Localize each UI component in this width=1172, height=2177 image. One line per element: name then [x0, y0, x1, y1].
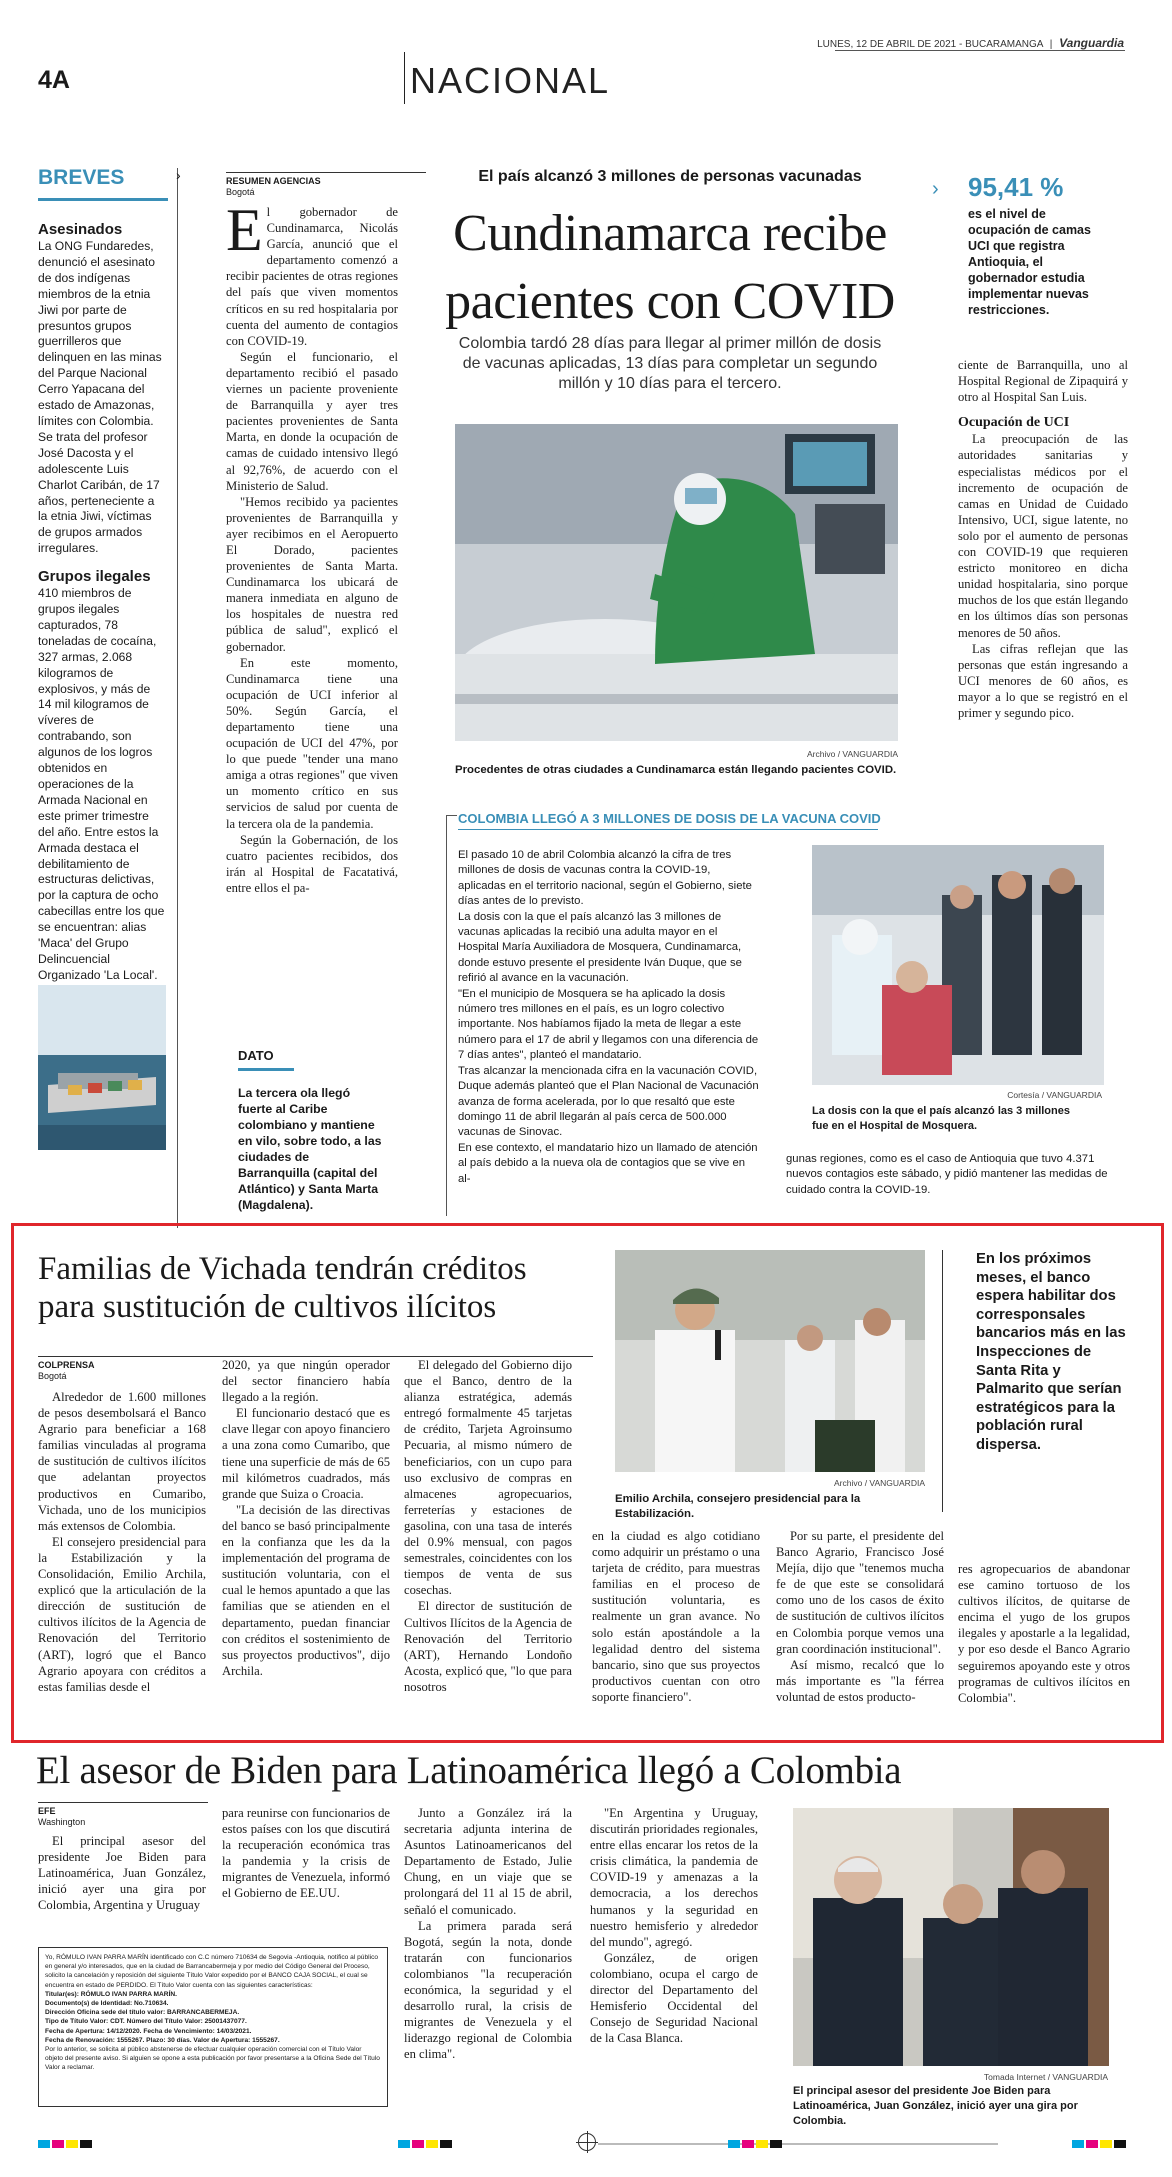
brand-logo: Vanguardia: [1059, 36, 1124, 50]
vacuna-continuation: [786, 1152, 1116, 1198]
photo-credit: Archivo / VANGUARDIA: [806, 749, 898, 759]
byline-location: Washington: [38, 1817, 86, 1827]
body-paragraph: Junto a González irá la secretaria adjunta interina de Asuntos Latinoamericanos del Departamento de Estado, Julie Chung, en un viaje que se prolongará del 11 al 15 de abril, señaló el comunicado.: [404, 1806, 572, 1917]
notice-line: Documento(s) de Identidad: No.710634.: [45, 2000, 169, 2008]
body-paragraph: "La decisión de las directivas del banco se basó principalmente en la confianza que les da la implementación del programa de sustitución voluntaria, con el cual le hemos apuntado a que las familias que se atienden en el departamento, puedan financiar con créditos el sostenimiento de sus proyectos productivos", dijo Archila.: [222, 1502, 390, 1678]
biden-col-3: [404, 1805, 572, 2063]
breves-rule: [38, 198, 168, 201]
byline-agency: EFE: [38, 1806, 56, 1816]
body-paragraph: en la ciudad es algo cotidiano como adquirir un préstamo o una tarjeta de crédito, para muestras familias en el proceso de sustitución voluntaria, es realmente un gran avance. No solo están apostándole a la legalidad dentro del sistema bancario, sino que sus proyectos productivos cuentan con otro soporte financiero".: [592, 1529, 760, 1704]
vichada-photo: [615, 1250, 925, 1472]
body-paragraph: Por su parte, el presidente del Banco Agrario, Francisco José Mejía, dijo que "tenemos mucha fe de que este se consolidará como uno de los casos de éxito de sustitución de cultivos ilícitos en Colombia porque vemos una gran coordinación institucional".: [776, 1529, 944, 1656]
notice-line: Fecha de Apertura: 14/12/2020. Fecha de Vencimiento: 14/03/2021.: [45, 2027, 252, 2035]
photo-credit: Archivo / VANGUARDIA: [833, 1478, 925, 1488]
photo-caption: La dosis con la que el país alcanzó las 3 millones fue en el Hospital de Mosquera.: [812, 1105, 1070, 1132]
cundinamarca-byline: [226, 176, 321, 198]
body-paragraph: Según el funcionario, el departamento recibió el pasado viernes un paciente proveniente de Barranquilla y ayer tres pacientes provenientes de Santa Marta, en donde la ocupación de camas de cuidado intensivo llegó al 92,76%, de acuerdo con el Ministerio de Salud.: [226, 349, 398, 493]
body-paragraph: Las cifras reflejan que las personas que están ingresando a UCI menores de 60 años, es mayor a lo que se registró en el primer y segundo pico.: [958, 641, 1128, 720]
story-rule: [226, 172, 426, 173]
vichada-headline: [38, 1250, 618, 1326]
vichada-col-3: [404, 1357, 572, 1695]
dato-text: La tercera ola llegó fuerte al Caribe colombiano y mantiene en vilo, sobre todo, a las ciudades de Barranquilla (capital del Atlántico) y Santa Marta (Magdalena).: [238, 1086, 382, 1212]
body-paragraph: Alrededor de 1.600 millones de pesos desembolsará el Banco Agrario para beneficiar a 168 familias vinculadas al programa de sustitución de cultivos ilícitos que adelantan proyectos productivos en Cumaribo, Vichada, uno de los municipios más extensos de Colombia.: [38, 1390, 206, 1533]
breves-title: BREVES: [38, 166, 125, 189]
body-paragraph: [226, 197, 398, 349]
biden-col-4: [590, 1805, 758, 2046]
vichada-byline: [38, 1360, 95, 1382]
body-paragraph: La preocupación de las autoridades sanitarias y especialistas médicos por el incremento de ocupación de camas en Unidad de Cuidado Intensivo, UCI, sigue latente, no solo por el aumento de personas con COVID-19 que requieren estricto monitoreo en dicha unidad hospitalaria, sino porque muchos de los que están llegando en los últimos días son personas menores de 50 años.: [958, 432, 1128, 640]
stat-text: es el nivel de ocupación de camas UCI que registra Antioquia, el gobernador estudia implementar nuevas restricciones.: [968, 207, 1091, 317]
body-paragraph: En este momento, Cundinamarca tiene una ocupación de UCI inferior al 50%. Según García, el departamento tiene una ocupación de UCI del 47%, por lo que puede "tender una mano amiga a otras regiones" que viven un momento crítico en sus servicios de salud por cuenta de la tercera ola de la pandemia.: [226, 655, 398, 831]
body-paragraph: gunas regiones, como es el caso de Antioquia que tuvo 4.371 nuevos contagios este sábado, y pidió mantener las medidas de cuidado contra la COVID-19.: [786, 1153, 1108, 1196]
breves-divider: [177, 168, 178, 1228]
breves-arrow-icon: ›: [176, 167, 181, 183]
body-paragraph: Así mismo, recalcó que lo más importante es "la férrea voluntad de estos producto-: [776, 1657, 944, 1704]
body-paragraph: Según la Gobernación, de los cuatro pacientes recibidos, dos irán al Hospital de Facatativá, entre ellos el pa-: [226, 832, 398, 895]
page-number: 4A: [38, 66, 70, 94]
dateline-text: LUNES, 12 DE ABRIL DE 2021 - BUCARAMANGA: [817, 39, 1043, 50]
legal-notice: [38, 1947, 388, 2107]
notice-closing: Por lo anterior, se solicita al público abstenerse de efectuar cualquier operación comercial con el Título Valor objeto del presente aviso. Si alguien se opone a esta publicación por favor presentarse a la Oficina Sede del Título Valor a reclamar.: [45, 2046, 380, 2072]
photo-caption: Emilio Archila, consejero presidencial para la Estabilización.: [615, 1493, 861, 1520]
headline-line: Cundinamarca recibe: [453, 205, 887, 262]
vichada-col-2: [222, 1357, 390, 1679]
body-paragraph: El director de sustitución de Cultivos Ilícitos de la Agencia de Renovación del Territorio (ART), Hernando Londoño Acosta, explicó que, "lo que para nosotros: [404, 1599, 572, 1694]
body-paragraph: "En Argentina y Uruguay, discutirán prioridades regionales, entre ellas encarar los retos de la crisis climática, la pandemia de COVID-19 y amenazas a la democracia, a los derechos humanos y la seguridad en nuestro hemisferio y alrededor del mundo", agregó.: [590, 1806, 758, 1949]
biden-headline: El asesor de Biden para Latinoamérica llegó a Colombia: [36, 1749, 902, 1792]
biden-byline: [38, 1806, 85, 1828]
header-divider: [404, 52, 405, 104]
dato-rule: [238, 1068, 294, 1071]
photo-credit: Cortesía / VANGUARDIA: [1007, 1090, 1102, 1100]
breves-heading: Grupos ilegales: [38, 568, 151, 586]
dato-label: DATO: [238, 1048, 274, 1063]
headline-line: Familias de Vichada tendrán créditos: [38, 1251, 527, 1287]
body-paragraph: El funcionario destacó que es clave llegar con apoyo financiero a una zona como Cumaribo, que tiene una superficie de más de 65 mil kilómetros cuadrados, más grande que Suiza o Croacia.: [222, 1406, 390, 1501]
drop-cap: E: [226, 197, 263, 263]
cundinamarca-body: [226, 197, 398, 896]
body-paragraph: El delegado del Gobierno dijo que el Banco, dentro de la alianza estratégica, además entregó formalmente 45 tarjetas de crédito, Tarjeta Agroinsumo Pecuaria, al mismo número de beneficiarios, con un cupo para uso exclusivo de compras en almacenes agropecuarios, ferreterías y estaciones de gasolina, con una tasa de interés del 0.9% mensual, con pagos semestrales, coincidentes con los tiempos de venta de sus cosechas.: [404, 1358, 572, 1598]
biden-col-2: [222, 1805, 390, 1902]
cundinamarca-photo: [455, 424, 898, 741]
breves-text: 410 miembros de grupos ilegales capturados, 78 toneladas de cocaína, 327 armas, 2.068 kilogramos de explosivos, y más de 14 mil kilogramos de víveres de contrabando, son algunos de los logros obtenidos en operaciones de la Armada Nacional en este primer trimestre del año. Entre estos la Armada destaca el debilitamiento de estructuras delictivas, por la captura de ocho cabecillas entre los que se encuentran: alias 'Maca' del Grupo Delincuencial Organizado 'La Local'.: [38, 586, 165, 982]
registration-mark-icon: [578, 2133, 596, 2151]
headline-line: para sustitución de cultivos ilícitos: [38, 1289, 497, 1325]
cundinamarca-subhead: Colombia tardó 28 días para llegar al primer millón de dosis de vacunas aplicadas, 13 días para completar un segundo millón y 10 días para el tercero.: [458, 335, 882, 392]
vichada-col-5: [776, 1528, 944, 1705]
vacuna-body: [458, 848, 760, 1187]
notice-intro: Yo, RÓMULO IVAN PARRA MARÍN identificado con C.C número 710634 de Segovia -Antioquia, notifico al público en general y/o interesados, que en la ciudad de Barrancabermeja y por medio del Código General del Proceso, solicito la cancelación y reposición del siguiente Título Valor expedido por el BANCO CAJA SOCIAL, el cual se encuentra en estado de PERDIDO. El Título Valor cuenta con las siguientes características:: [45, 1954, 379, 1989]
biden-photo: [793, 1808, 1109, 2066]
photo-caption: Procedentes de otras ciudades a Cundinamarca están llegando pacientes COVID.: [455, 764, 897, 776]
breves-item: [38, 220, 166, 984]
dateline: LUNES, 12 DE ABRIL DE 2021 - BUCARAMANGA | Vanguardia: [817, 36, 1124, 50]
vichada-col-4: [592, 1528, 760, 1705]
byline-location: Bogotá: [226, 187, 255, 197]
cundinamarca-kicker: El país alcanzó 3 millones de personas vacunadas: [478, 168, 862, 185]
notice-line: Dirección Oficina sede del título valor: BARRANCABERMEJA.: [45, 2009, 240, 2017]
body-paragraph: "En el municipio de Mosquera se ha aplicado la dosis número tres millones en el país, es un logro colectivo importante. Nos habíamos fijado la meta de llegar a este número para el 17 de abril y llegamos con una diferencia de 7 días antes", planteó el mandatario.: [458, 987, 759, 1062]
body-paragraph: González, de origen colombiano, ocupa el cargo de director del Departamento del Hemisferio Occidental del Consejo de Seguridad Nacional de la Casa Blanca.: [590, 1950, 758, 2046]
byline-agency: COLPRENSA: [38, 1360, 95, 1370]
body-paragraph: El principal asesor del presidente Joe Biden para Latinoamérica, Juan González, inició ayer una gira por Colombia, Argentina y Uruguay: [38, 1834, 206, 1913]
cundinamarca-right-column: [958, 357, 1128, 721]
photo-caption: El principal asesor del presidente Joe Biden para Latinoamérica, Juan González, inició ayer una gira por Colombia.: [793, 2085, 1078, 2127]
vacuna-photo: [812, 845, 1104, 1085]
paragraph-text: l gobernador de Cundinamarca, Nicolás García, anunció que el departamento comenzó a recibir pacientes de otras regiones del país que viven momentos críticos en su red hospitalaria por cuenta del aumento de contagios con COVID-19.: [226, 205, 398, 348]
body-paragraph: res agropecuarios de abandonar ese camino tortuoso de los cultivos ilícitos, de quitarse de encima el yugo de los grupos ilegales y apostarle a la legalidad, y por eso desde el Banco Agrario seguiremos apoyando este y otros programas de cultivos ilícitos en Colombia".: [958, 1562, 1130, 1705]
notice-line: Tipo de Título Valor: CDT. Número del Título Valor: 25001437077.: [45, 2018, 247, 2026]
vacuna-rule: [458, 829, 878, 830]
headline-line: pacientes con COVID: [445, 273, 895, 330]
breves-photo: [38, 985, 166, 1150]
breves-heading: Asesinados: [38, 221, 123, 238]
body-paragraph: El pasado 10 de abril Colombia alcanzó la cifra de tres millones de dosis de vacunas contra la COVID-19, aplicadas en el territorio nacional, según el Gobierno, siete días antes de lo previsto.: [458, 849, 752, 908]
body-paragraph: Tras alcanzar la mencionada cifra en la vacunación COVID, Duque además planteó que el Plan Nacional de Vacunación avanza de forma acelerada, por lo que resaltó que este domingo 11 de abril llegarán al país cerca de 500.000 vacunas de Sinovac.: [458, 1064, 759, 1139]
notice-line: Titular(es): RÓMULO IVAN PARRA MARÍN.: [45, 1990, 177, 1998]
body-paragraph: En ese contexto, el mandatario hizo un llamado de atención al país debido a la nueva ola de contagios que se vive en al-: [458, 1141, 758, 1185]
breves-text: La ONG Fundaredes, denunció el asesinato de dos indígenas miembros de la etnia Jiwi por parte de presuntos grupos guerrilleros que delinquen en las minas del Parque Nacional Cerro Yapacana del estado de Amazonas, límites con Colombia. Se trata del profesor José Dacosta y el adolescente Luis Charlot Caribán, de 17 años, perteneciente a la etnia Jiwi, víctimas de grupos armados irregulares.: [38, 239, 162, 556]
vichada-col-6: [958, 1561, 1130, 1706]
header-rule: [835, 50, 1125, 51]
body-paragraph: La primera parada será Bogotá, según la nota, donde tratarán con funcionarios colombianos "la recuperación económica, la seguridad y el desarrollo rural, la crisis de migrantes de Venezuela y el liderazgo regional de Colombia en clima".: [404, 1918, 572, 2062]
body-paragraph: El consejero presidencial para la Estabilización y la Consolidación, Emilio Archila, explicó que la articulación de la dirección de sustitución de cultivos ilícitos de la Agencia de Renovación del Territorio (ART), logró que el Banco Agrario apoyara con créditos a estas familias desde el: [38, 1534, 206, 1694]
subheading: Ocupación de UCI: [958, 415, 1070, 431]
stat-arrow-icon: ›: [932, 178, 939, 200]
body-paragraph: 2020, ya que ningún operador del sector financiero había llegado a la región.: [222, 1358, 390, 1405]
pullquote-bracket: [942, 1250, 943, 1512]
stat-value: 95,41 %: [968, 172, 1064, 202]
body-paragraph: ciente de Barranquilla, uno al Hospital Regional de Zipaquirá y otro al Hospital San Luis.: [958, 358, 1128, 405]
biden-col-1: [38, 1833, 206, 1913]
story-rule: [38, 1802, 208, 1803]
photo-credit: Tomada Internet / VANGUARDIA: [983, 2072, 1108, 2082]
vacuna-bracket: [446, 815, 457, 1216]
byline-location: Bogotá: [38, 1371, 67, 1381]
notice-line: Fecha de Renovación: 1555267. Plazo: 30 días. Valor de Apertura: 1555267.: [45, 2036, 280, 2044]
byline-agency: RESUMEN AGENCIAS: [226, 176, 321, 186]
body-paragraph: para reunirse con funcionarios de estos países con los que discutirá la recuperación económica tras la pandemia y la crisis de migrantes de Venezuela, informó el Gobierno de EE.UU.: [222, 1806, 390, 1901]
body-paragraph: "Hemos recibido ya pacientes provenientes de Barranquilla y ayer recibimos en el Aeropuerto El Dorado, pacientes provenientes de Santa Marta. Cundinamarca los ubicará de manera inmediata en alguno de los hospitales de nuestra red pública de salud", explicó el gobernador.: [226, 494, 398, 654]
body-paragraph: La dosis con la que el país alcanzó las 3 millones de vacunas aplicadas la recibió una adulta mayor en el Hospital María Auxiliadora de Mosquera, Cundinamarca, donde estuvo presente el presidente Iván Duque, que se refirió al avance en la vacunación.: [458, 910, 742, 985]
section-title: NACIONAL: [410, 60, 611, 101]
vichada-pullquote: En los próximos meses, el banco espera habilitar dos corresponsales bancarios más en las Inspecciones de Santa Rita y Palmarito que serían estratégicos para la población rural dispersa.: [976, 1251, 1126, 1453]
vichada-col-1: [38, 1389, 206, 1695]
vacuna-heading: COLOMBIA LLEGÓ A 3 MILLONES DE DOSIS DE LA VACUNA COVID: [458, 811, 881, 826]
cundinamarca-headline: [425, 200, 915, 336]
